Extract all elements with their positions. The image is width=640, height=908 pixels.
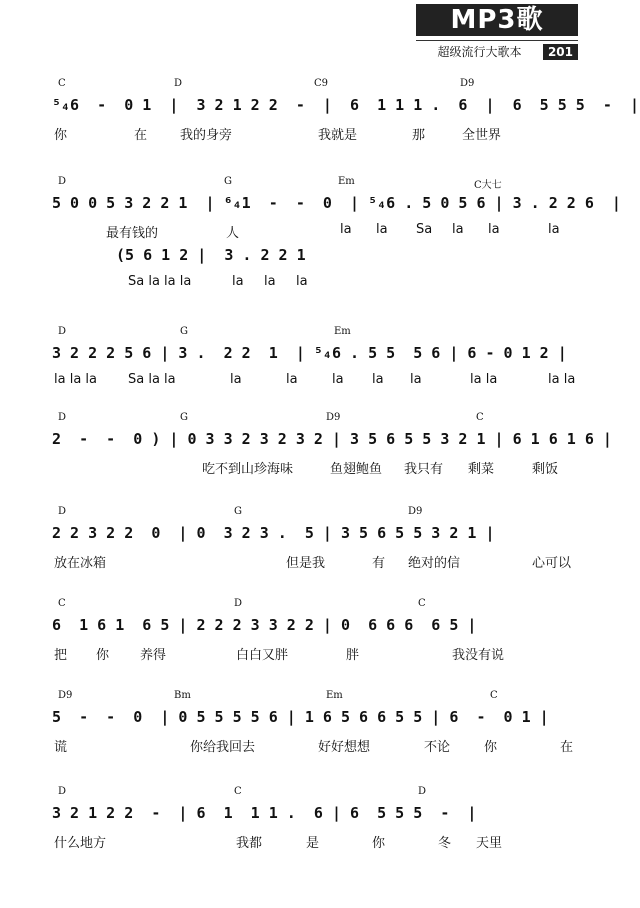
chord-symbol: C (418, 598, 426, 609)
chord-symbol: Bm (174, 690, 191, 701)
lyric-row (40, 456, 600, 478)
score-system (40, 326, 600, 392)
jianpu-notes: 5 0 0 5 3 2 2 1 | ⁶₄1 - - 0 | ⁵₄6 . 5 0 5 6 | 3 . 2 2 6 | (52, 194, 621, 212)
chord-symbol: D (174, 78, 183, 89)
lyric-text: la (488, 222, 500, 237)
chord-symbol: Em (338, 176, 355, 187)
lyric-text: 你 (372, 836, 386, 851)
chord-symbol: D9 (58, 690, 73, 701)
lyric-text: 心可以 (532, 556, 572, 571)
chord-symbol: D (58, 412, 67, 423)
lyric-text: 把 (54, 648, 68, 663)
score-system (40, 78, 639, 144)
lyric-row (40, 734, 600, 756)
lyric-text: 但是我 (286, 556, 326, 571)
chord-row (40, 506, 600, 520)
chord-symbol: C (234, 786, 242, 797)
lyric-text: la (452, 222, 464, 237)
lyric-text: 天里 (476, 836, 503, 851)
jianpu-notes: 3 2 2 2 5 6 | 3 . 2 2 1 | ⁵₄6 . 5 5 5 6 | 6 - 0 1 2 | (52, 344, 567, 362)
lyric-text: 冬 (438, 836, 452, 851)
lyric-text: 白白又胖 (236, 648, 289, 663)
lyric-text: 不论 (424, 740, 451, 755)
chord-symbol: C (58, 598, 66, 609)
lyric-text: 你 (96, 648, 110, 663)
chord-row (40, 786, 600, 800)
chord-row (40, 412, 600, 426)
notation-row (40, 520, 600, 550)
chord-symbol: D (58, 506, 67, 517)
lyric-text: Sa (416, 222, 433, 237)
chord-symbol: D9 (408, 506, 423, 517)
lyric-text: la (332, 372, 344, 387)
lyric-text: 谎 (54, 740, 68, 755)
lyric-text: 最有钱的 (106, 226, 159, 241)
lyric-text: 那 (412, 128, 426, 143)
notation-row-secondary (40, 242, 600, 272)
lyric-text: 你 (54, 128, 68, 143)
lyric-text: la (372, 372, 384, 387)
jianpu-notes: 5 - - 0 | 0 5 5 5 5 6 | 1 6 5 6 6 5 5 | 6 - 0 1 | (52, 708, 549, 726)
chord-symbol: C (58, 78, 66, 89)
lyric-text: 什么地方 (54, 836, 107, 851)
lyric-text: 放在冰箱 (54, 556, 107, 571)
header-subbar (416, 40, 578, 60)
lyric-text: 剩菜 (468, 462, 495, 477)
chord-symbol: G (234, 506, 242, 517)
chord-symbol: C9 (314, 78, 329, 89)
book-subtitle: 超级流行大歌本 (437, 45, 522, 59)
lyric-text: 有 (372, 556, 386, 571)
lyric-text: la (264, 274, 276, 289)
lyric-text: la (410, 372, 422, 387)
lyric-text: 你 (484, 740, 498, 755)
lyric-text: 鱼翅鲍鱼 (330, 462, 383, 477)
lyric-text: 好好想想 (318, 740, 371, 755)
notation-row (40, 800, 600, 830)
logo: MP3歌 (416, 4, 578, 36)
chord-symbol: C大七 (474, 180, 502, 191)
lyric-text: la la la (54, 372, 97, 387)
lyric-text: 人 (226, 226, 240, 241)
lyric-text: la (286, 372, 298, 387)
chord-symbol: G (180, 412, 188, 423)
chord-symbol: D (58, 786, 67, 797)
score-system (40, 598, 600, 664)
lyric-text: Sa la la (128, 372, 176, 387)
notation-row (40, 92, 639, 122)
lyric-text: 全世界 (462, 128, 502, 143)
lyric-text: Sa la la la (128, 274, 192, 289)
lyric-text: 我都 (236, 836, 263, 851)
lyric-text: la la (470, 372, 498, 387)
lyric-text: 在 (134, 128, 148, 143)
chord-row (40, 598, 600, 612)
lyric-text: 剩饭 (532, 462, 559, 477)
chord-symbol: Em (334, 326, 351, 337)
jianpu-notes: 2 2 3 2 2 0 | 0 3 2 3 . 5 | 3 5 6 5 5 3 2 1 | (52, 524, 495, 542)
jianpu-notes: ⁵₄6 - 0 1 | 3 2 1 2 2 - | 6 1 1 1 . 6 | 6 5 5 5 - | (52, 96, 639, 114)
jianpu-notes: (5 6 1 2 | 3 . 2 2 1 (116, 246, 306, 264)
chord-symbol: G (224, 176, 232, 187)
lyric-row (40, 550, 600, 572)
lyric-text: 养得 (140, 648, 167, 663)
chord-symbol: G (180, 326, 188, 337)
lyric-text: 我没有说 (452, 648, 505, 663)
chord-symbol: D (234, 598, 243, 609)
chord-row (40, 78, 600, 92)
chord-symbol: D9 (460, 78, 475, 89)
jianpu-notes: 3 2 1 2 2 - | 6 1 1 1 . 6 | 6 5 5 5 - | (52, 804, 477, 822)
chord-row (40, 326, 600, 340)
lyric-row (40, 370, 600, 392)
lyric-text: 你给我回去 (190, 740, 256, 755)
score-system (40, 506, 600, 572)
lyric-text: la (548, 222, 560, 237)
lyric-text: 是 (306, 836, 320, 851)
lyric-row (40, 642, 600, 664)
jianpu-notes: 6 1 6 1 6 5 | 2 2 2 3 3 2 2 | 0 6 6 6 6 5 | (52, 616, 477, 634)
chord-row (40, 176, 600, 190)
chord-symbol: C (490, 690, 498, 701)
lyric-text: 绝对的信 (408, 556, 461, 571)
book-header (416, 4, 578, 60)
score-system (40, 412, 612, 478)
lyric-text: la (376, 222, 388, 237)
score-system (40, 690, 600, 756)
lyric-text: 我只有 (404, 462, 444, 477)
chord-symbol: D9 (326, 412, 341, 423)
lyric-text: la la (548, 372, 576, 387)
page-number: 201 (543, 44, 578, 60)
notation-row (40, 340, 600, 370)
notation-row (40, 426, 612, 456)
jianpu-notes: 2 - - 0 ) | 0 3 3 2 3 2 3 2 | 3 5 6 5 5 3 2 1 | 6 1 6 1 6 | (52, 430, 612, 448)
lyric-text: 胖 (346, 648, 360, 663)
notation-row (40, 612, 600, 642)
chord-row (40, 690, 600, 704)
lyric-text: la (340, 222, 352, 237)
lyric-text: la (230, 372, 242, 387)
lyric-row (40, 122, 600, 144)
lyric-text: 我的身旁 (180, 128, 233, 143)
score-system (40, 786, 600, 852)
lyric-row (40, 830, 600, 852)
chord-symbol: D (418, 786, 427, 797)
lyric-text: la (232, 274, 244, 289)
chord-symbol: D (58, 176, 67, 187)
lyric-text: 在 (560, 740, 574, 755)
lyric-text: la (296, 274, 308, 289)
lyric-row (40, 220, 600, 242)
chord-symbol: D (58, 326, 67, 337)
score-system (40, 176, 621, 294)
lyric-text: 我就是 (318, 128, 358, 143)
lyric-text: 吃不到山珍海味 (202, 462, 294, 477)
lyric-row-secondary (40, 272, 600, 294)
chord-symbol: Em (326, 690, 343, 701)
chord-symbol: C (476, 412, 484, 423)
notation-row (40, 190, 621, 220)
notation-row (40, 704, 600, 734)
